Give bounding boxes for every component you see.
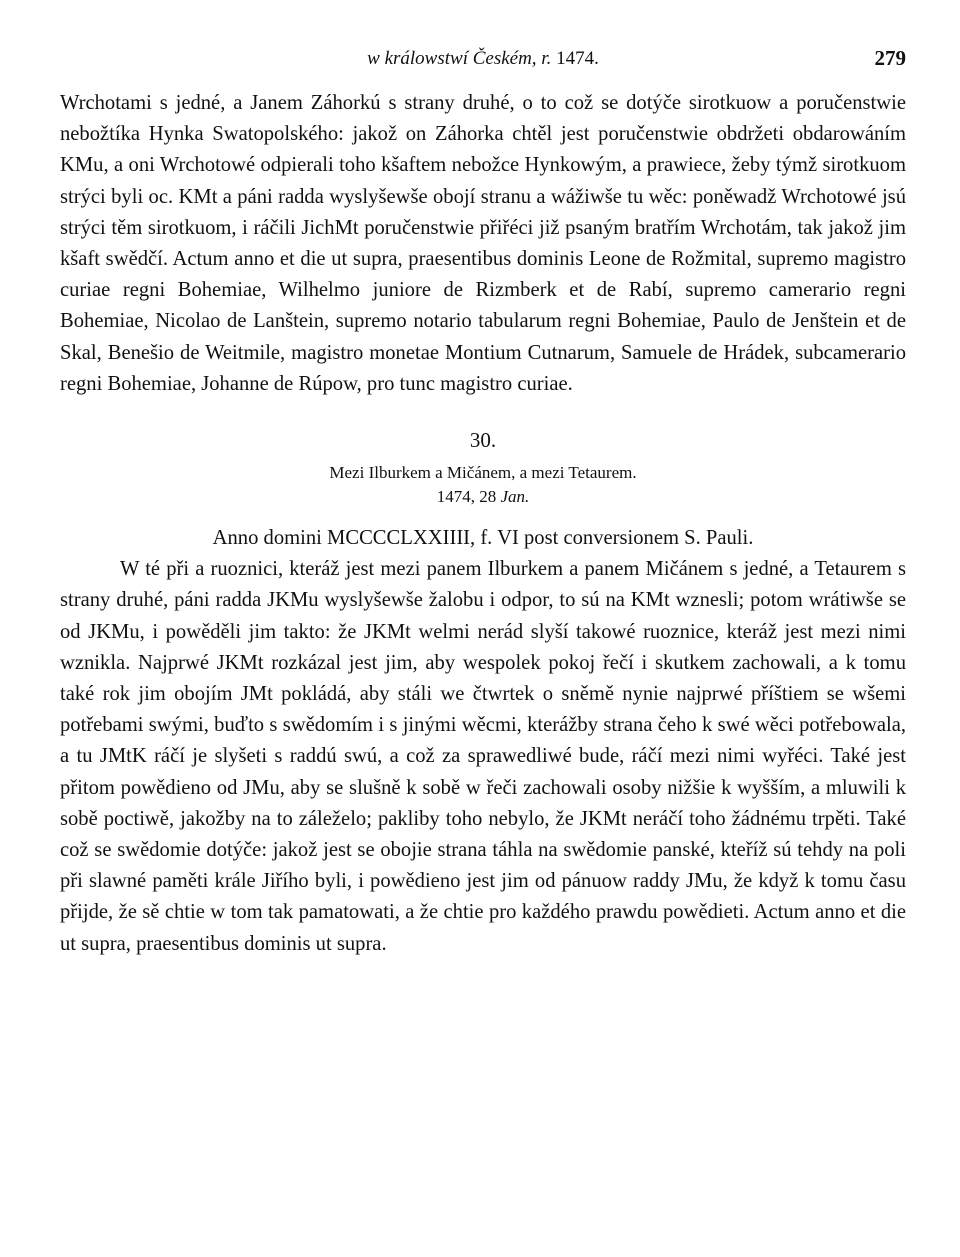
running-head-year: 1474. [556,48,599,69]
running-head [60,48,906,70]
document-heading: Mezi Ilburkem a Mičánem, a mezi Tetaurem. [329,463,637,483]
anno-line: Anno domini MCCCCLXXIIII, f. VI post conversionem S. Pauli. [212,527,754,550]
page-header [60,40,906,70]
document-date-year: 1474, 28 [436,487,497,507]
book-page [60,40,906,960]
document-number: 30. [469,428,497,453]
continued-paragraph: Wrchotami s jedné, a Janem Záhorkú s strany druhé, o to což se dotýče sirotkuow a poručenstwie nebožtíka Hynka Swatopolského: jakož on Záhorka chtěl jest poručenstwie obdržeti obdarowáním KMu, a oni Wrchotowé odpierali toho kšaftem nebožce Hynkowým, a prawiece, žeby týmž sirotkuom strýci byli oc. KMt a páni radda wyslyšewše obojí stranu a wážiwše tu wěc: poněwadž Wrchotowé jsú strýci těm sirotkuom, i ráčili JichMt poručenstwie přiřéci již psaným bratřím Wrchotám, tak jakož jim kšaft swědčí. Actum anno et die ut supra, praesentibus dominis Leone de Rožmital, supremo magistro curiae regni Bohemiae, Wilhelmo juniore de Rizmberk et de Rabí, supremo camerario regni Bohemiae, Nicolao de Lanštein, supremo notario tabularum regni Bohemiae, Paulo de Jenštein et de Skal, Benešio de Weitmile, magistro monetae Montium Cutnarum, Samuele de Hrádek, subcamerario regni Bohemiae, Johanne de Rúpow, pro tunc magistro curiae. [60,92,906,395]
document-paragraph: W té při a ruoznici, kteráž jest mezi panem Ilburkem a panem Mičánem s jedné, a Tetaurem s strany druhé, páni radda JKMu wyslyšewše žalobu i odpor, to sú na KMt wznesli; potom wrátiwše se od JKMu, i powěděli jim takto: že JKMt welmi nerád slyší takowé ruoznice, kteráž jest mezi nimi wznikla. Najprwé JKMt rozkázal jest jim, aby wespolek pokoj řečí i skutkem zachowali, a k tomu také rok jim obojím JMt pokládá, aby stáli we čtwrtek o sněmě nynie najprwé příštiem se wšemi potřebami swými, buďto s swědomím i s jinými wěcmi, kterážby strana čeho k swé wěci potřebowala, a tu JMtK ráčí je slyšeti s raddú swú, a což za sprawedliwé bude, ráčí mezi nimi wyřéci. Také jest přitom powědieno od JMu, aby se slušně k sobě w řeči zachowali osoby nižšie k wyšším, a mluwili k sobě poctiwě, jakožby na to záleželo; pakliby toho nebylo, že JKMt neráčí toho žádnému trpěti. Také což se swědomie dotýče: jakož jest se obojie strana táhla na swědomie panské, kteříž sú tehdy na poli při slawné paměti krále Jiřího byli, i powědieno jest jim od pánuow raddy JMu, že když k tomu času přijde, že sě chtie w tom tak pamatowati, a že chtie pro každého prawdu powědieti. Actum anno et die ut supra, praesentibus dominis ut supra. [60,558,906,955]
document-date-month: Jan. [500,487,530,507]
running-head-title: w králowstwí Českém, r. [367,48,552,69]
document-date [60,487,906,507]
page-number: 279 [874,46,906,70]
